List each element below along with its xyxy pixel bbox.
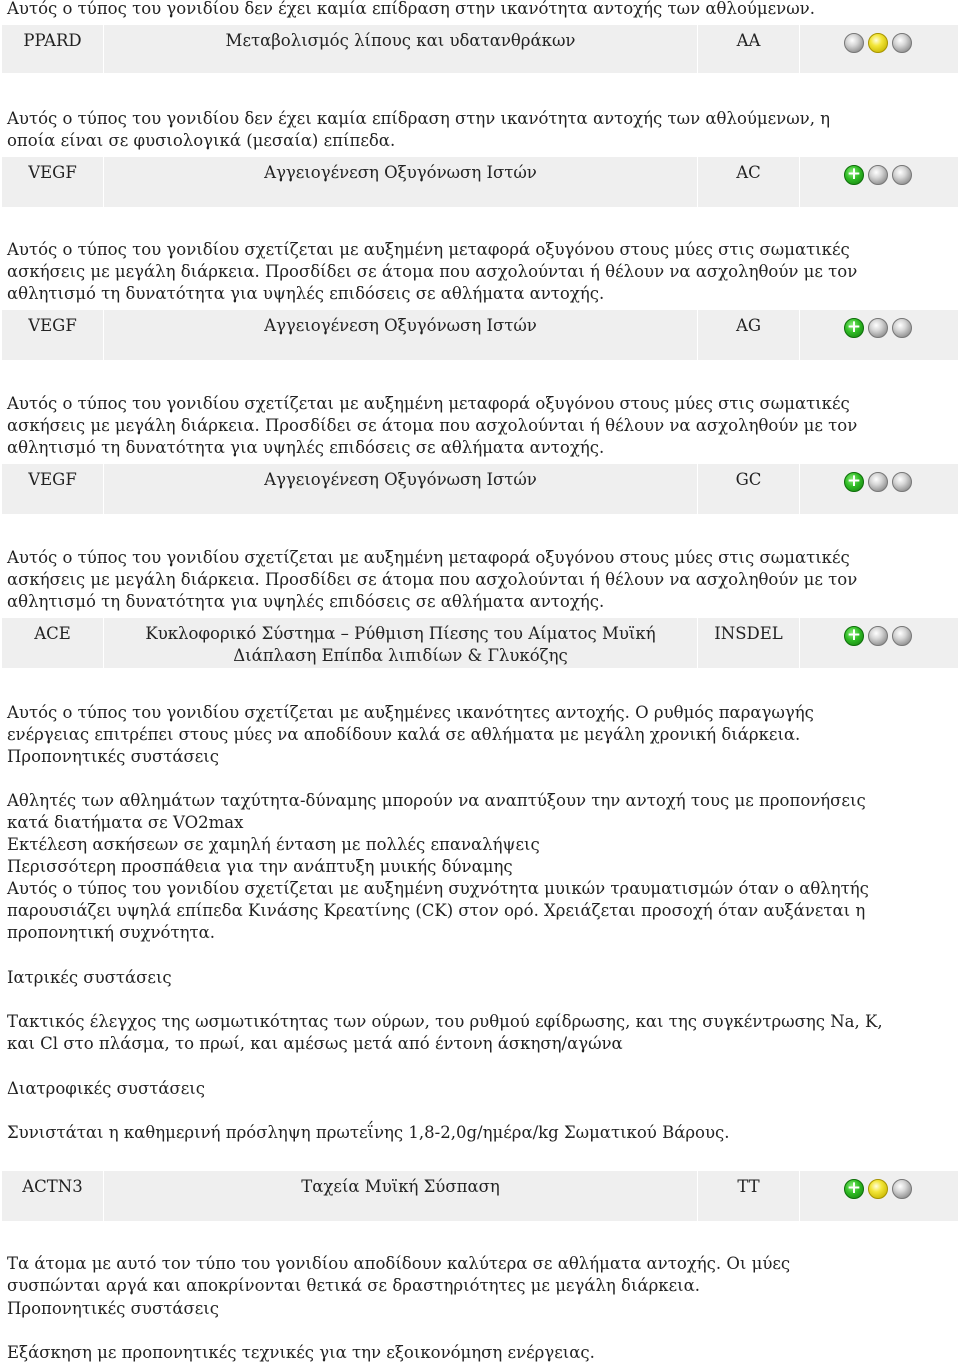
gene-row (2, 464, 958, 514)
grey-circle-icon (868, 318, 888, 338)
gene-function: Αγγειογένεση Οξυγόνωση Ιστών (104, 157, 698, 207)
gene-name: VEGF (2, 464, 104, 514)
description-line: αθλητισμό τη δυνατότητα για υψηλές επιδόσεις σε αθλήματα αντοχής. (7, 284, 605, 303)
yellow-circle-icon (868, 33, 888, 53)
genotype: INSDEL (698, 618, 800, 668)
rating-icons (844, 33, 912, 53)
gene-row (2, 25, 958, 73)
description-line: Αυτός ο τύπος του γονιδίου σχετίζεται με αυξημένη μεταφορά οξυγόνου στους μύες στις σωματικές (7, 394, 850, 413)
description-line: Αυτός ο τύπος του γονιδίου σχετίζεται με αυξημένες ικανότητες αντοχής. Ο ρυθμός παραγωγής (7, 703, 814, 722)
description-line: αθλητισμό τη δυνατότητα για υψηλές επιδόσεις σε αθλήματα αντοχής. (7, 438, 605, 457)
description-line: Αυτός ο τύπος του γονιδίου σχετίζεται με αυξημένη μεταφορά οξυγόνου στους μύες στις σωματικές (7, 548, 850, 567)
gene-row (2, 1171, 958, 1221)
grey-circle-icon (892, 472, 912, 492)
gene-function: Μεταβολισμός λίπους και υδατανθράκων (104, 25, 698, 73)
genotype: AC (698, 157, 800, 207)
description-line: Τακτικός έλεγχος της ωσμωτικότητας των ούρων, του ρυθμού εφίδρωσης, και της συγκέντρωσης Na, K, (7, 1012, 883, 1031)
description-line: αθλητισμό τη δυνατότητα για υψηλές επιδόσεις σε αθλήματα αντοχής. (7, 592, 605, 611)
green-plus-icon: + (844, 318, 864, 338)
gene-name: ACE (2, 618, 104, 668)
description-line: κατά διατήματα σε VO2max (7, 813, 244, 832)
genotype: TT (698, 1171, 800, 1221)
rating-cell (800, 618, 958, 668)
green-plus-icon: + (844, 472, 864, 492)
description-line: παρουσιάζει υψηλά επίπεδα Κινάσης Κρεατίνης (CK) στον ορό. Χρειάζεται προσοχή όταν αυξάνεται η (7, 901, 866, 920)
rating-icons (844, 1179, 912, 1199)
yellow-circle-icon (868, 1179, 888, 1199)
grey-circle-icon (892, 318, 912, 338)
rating-cell (800, 1171, 958, 1221)
rating-cell (800, 310, 958, 360)
rating-cell (800, 157, 958, 207)
section-heading: Προπονητικές συστάσεις (7, 1299, 220, 1318)
description-line: Εξάσκηση με προπονητικές τεχνικές για την εξοικονόμηση ενέργειας. (7, 1343, 595, 1362)
rating-icons (844, 165, 912, 185)
description-line: και Cl στο πλάσμα, το πρωί, και αμέσως μετά από έντονη άσκηση/αγώνα (7, 1034, 623, 1053)
green-plus-icon: + (844, 165, 864, 185)
description-line: Αθλητές των αθλημάτων ταχύτητα-δύναμης μπορούν να αναπτύξουν την αντοχή τους με προπονήσεις (7, 791, 866, 810)
description-line: οποία είναι σε φυσιολογικά (μεσαία) επίπεδα. (7, 131, 396, 150)
section-heading: Ιατρικές συστάσεις (7, 968, 172, 987)
gene-row (2, 310, 958, 360)
gene-function: Αγγειογένεση Οξυγόνωση Ιστών (104, 310, 698, 360)
description-line: ενέργειας επιτρέπει στους μύες να αποδίδουν καλά σε αθλήματα με μεγάλη χρονική διάρκεια. (7, 725, 801, 744)
rating-icons (844, 318, 912, 338)
grey-circle-icon (868, 165, 888, 185)
genotype: AA (698, 25, 800, 73)
genotype: GC (698, 464, 800, 514)
description-line: ασκήσεις με μεγάλη διάρκεια. Προσδίδει σε άτομα που ασχολούνται ή θέλουν να ασχοληθούν με τον (7, 570, 858, 589)
description-line: ασκήσεις με μεγάλη διάρκεια. Προσδίδει σε άτομα που ασχολούνται ή θέλουν να ασχοληθούν με τον (7, 262, 858, 281)
gene-row (2, 157, 958, 207)
section-heading: Προπονητικές συστάσεις (7, 747, 220, 766)
description-line: συσπώνται αργά και αποκρίνονται θετικά σε δραστηριότητες με μεγάλη διάρκεια. (7, 1276, 701, 1295)
description-line: προπονητική συχνότητα. (7, 923, 215, 942)
description-line: Αυτός ο τύπος του γονιδίου σχετίζεται με αυξημένη συχνότητα μυικών τραυματισμών όταν ο αθλητής (7, 879, 869, 898)
rating-cell (800, 25, 958, 73)
gene-function-line2: Διάπλαση Επίπδα λιπιδίων & Γλυκόζης (233, 646, 568, 665)
rating-icons (844, 472, 912, 492)
gene-name: PPARD (2, 25, 104, 73)
description-line: Περισσότερη προσπάθεια για την ανάπτυξη μυικής δύναμης (7, 857, 513, 876)
grey-circle-icon (868, 472, 888, 492)
description-line: Εκτέλεση ασκήσεων σε χαμηλή ένταση με πολλές επαναλήψεις (7, 835, 540, 854)
rating-cell (800, 464, 958, 514)
gene-function: Κυκλοφορικό Σύστημα – Ρύθμιση Πίεσης του Αίματος Μυϊκή (145, 624, 656, 643)
gene-function: Ταχεία Μυϊκή Σύσπαση (104, 1171, 698, 1221)
grey-circle-icon (892, 165, 912, 185)
green-plus-icon: + (844, 626, 864, 646)
intro-text: Αυτός ο τύπος του γονιδίου δεν έχει καμία επίδραση στην ικανότητα αντοχής των αθλούμενων. (7, 0, 815, 18)
gene-function: Αγγειογένεση Οξυγόνωση Ιστών (104, 464, 698, 514)
grey-circle-icon (868, 626, 888, 646)
rating-icons (844, 626, 912, 646)
grey-circle-icon (892, 1179, 912, 1199)
description-line: Αυτός ο τύπος του γονιδίου σχετίζεται με αυξημένη μεταφορά οξυγόνου στους μύες στις σωματικές (7, 240, 850, 259)
gene-name: ACTN3 (2, 1171, 104, 1221)
grey-circle-icon (892, 626, 912, 646)
gene-name: VEGF (2, 157, 104, 207)
grey-circle-icon (892, 33, 912, 53)
green-plus-icon: + (844, 1179, 864, 1199)
description-line: Αυτός ο τύπος του γονιδίου δεν έχει καμία επίδραση στην ικανότητα αντοχής των αθλούμενων, η (7, 109, 831, 128)
gene-name: VEGF (2, 310, 104, 360)
gene-row (2, 618, 958, 668)
grey-circle-icon (844, 33, 864, 53)
description-line: ασκήσεις με μεγάλη διάρκεια. Προσδίδει σε άτομα που ασχολούνται ή θέλουν να ασχοληθούν με τον (7, 416, 858, 435)
section-heading: Διατροφικές συστάσεις (7, 1079, 206, 1098)
description-line: Συνιστάται η καθημερινή πρόσληψη πρωτεΐνης 1,8-2,0g/ημέρα/kg Σωματικού Βάρους. (7, 1123, 730, 1142)
genotype: AG (698, 310, 800, 360)
gene-function-cell (104, 618, 698, 668)
description-line: Τα άτομα με αυτό τον τύπο του γονιδίου αποδίδουν καλύτερα σε αθλήματα αντοχής. Οι μύες (7, 1254, 791, 1273)
